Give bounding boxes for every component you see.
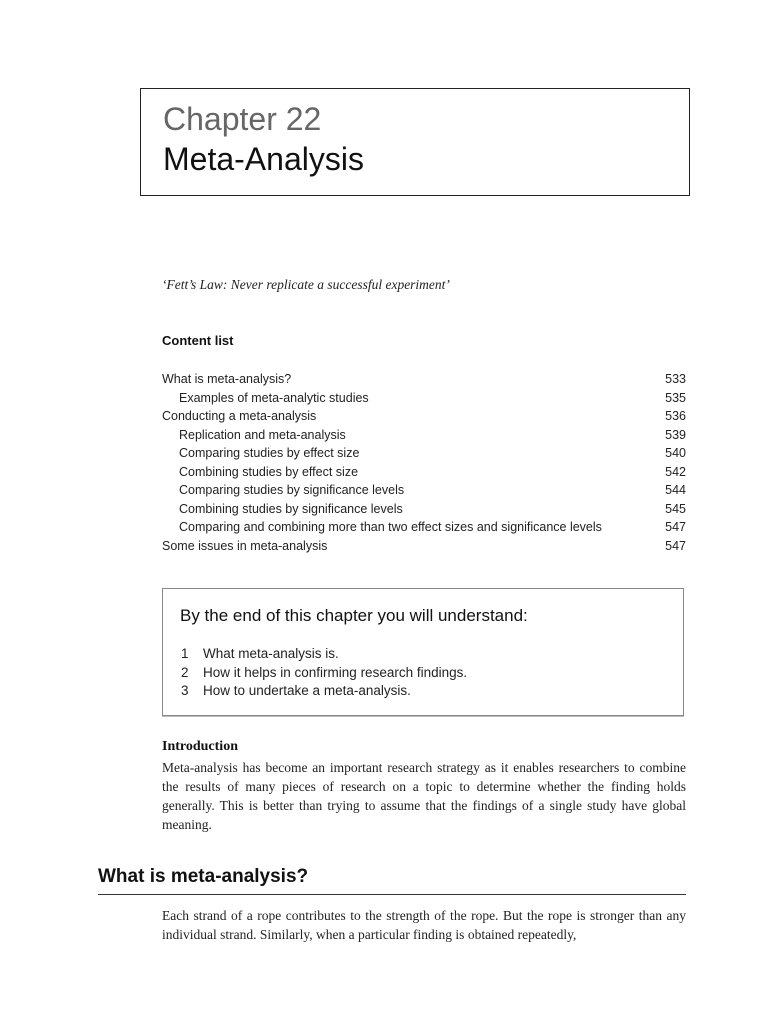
content-list-item	[162, 389, 686, 408]
content-list-item-page: 535	[665, 390, 686, 405]
content-list-item-page: 547	[665, 520, 686, 534]
content-list-heading: Content list	[162, 333, 234, 348]
chapter-title: Meta-Analysis	[163, 141, 364, 177]
content-list-item	[162, 481, 686, 500]
epigraph: ‘Fett’s Law: Never replicate a successful experiment’	[162, 277, 450, 292]
content-list-item-page: 536	[665, 409, 686, 423]
content-list-item	[162, 518, 686, 537]
objective-number: 2	[181, 664, 189, 680]
content-list-item	[162, 426, 686, 445]
objective-item	[181, 682, 467, 701]
section-heading: What is meta-analysis?	[98, 866, 309, 887]
objectives-title: By the end of this chapter you will understand:	[180, 606, 528, 625]
content-list-item	[162, 500, 686, 519]
content-list-item-page: 540	[665, 446, 686, 460]
content-list-item	[162, 444, 686, 463]
content-list-item	[162, 407, 686, 426]
introduction-heading: Introduction	[162, 739, 238, 754]
chapter-header-box	[140, 88, 690, 196]
introduction-paragraph: Meta-analysis has become an important research strategy as it enables researchers to combine the results of many pieces of research on a topic to determine whether the finding holds generally. This is better than trying to assume that the findings of a single study have global meaning.	[162, 760, 686, 832]
content-list-item-label: Conducting a meta-analysis	[162, 409, 317, 423]
content-list-item	[162, 370, 686, 389]
section-divider	[98, 894, 686, 895]
content-list-item-label: Replication and meta-analysis	[179, 427, 346, 442]
content-list-item-label: Combining studies by effect size	[179, 464, 359, 479]
content-list-item-page: 545	[665, 501, 686, 516]
content-list-item-page: 533	[665, 372, 686, 386]
content-list-item-label: What is meta-analysis?	[162, 372, 292, 386]
content-list-item-label: Examples of meta-analytic studies	[179, 390, 369, 405]
content-list-item	[162, 463, 686, 482]
objective-text: How it helps in confirming research findings.	[203, 664, 468, 680]
objectives-list	[181, 645, 467, 701]
objective-item	[181, 645, 467, 664]
content-list-item-label: Some issues in meta-analysis	[162, 538, 328, 553]
content-list-item-page: 547	[665, 538, 686, 553]
content-list-item-label: Comparing studies by effect size	[179, 446, 360, 460]
chapter-number: Chapter 22	[163, 101, 322, 137]
objectives-box	[162, 588, 684, 716]
objective-number: 3	[181, 683, 189, 698]
content-list	[162, 370, 686, 555]
content-list-item-label: Comparing and combining more than two effect sizes and significance levels	[179, 520, 602, 534]
content-list-item-page: 542	[665, 464, 686, 479]
section-paragraph: Each strand of a rope contributes to the strength of the rope. But the rope is stronger than any individual strand. Similarly, when a particular finding is obtained repeatedly,	[162, 908, 686, 942]
content-list-item	[162, 537, 686, 556]
objective-text: How to undertake a meta-analysis.	[203, 683, 411, 698]
content-list-item-label: Combining studies by significance levels	[179, 501, 403, 516]
content-list-item-page: 539	[665, 427, 686, 442]
objective-text: What meta-analysis is.	[203, 646, 339, 661]
objective-number: 1	[181, 646, 189, 661]
content-list-item-page: 544	[665, 483, 686, 497]
content-list-item-label: Comparing studies by significance levels	[179, 483, 405, 497]
objective-item	[181, 664, 467, 683]
